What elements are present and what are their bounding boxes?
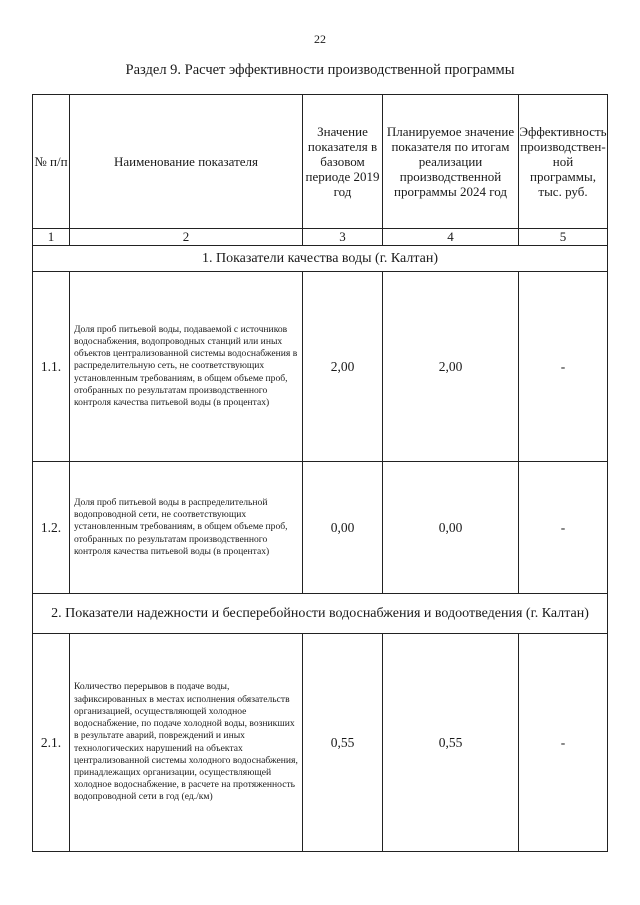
header-number: № п/п [33,95,70,229]
table-row [33,272,608,462]
base-value: 2,00 [303,272,383,462]
base-value: 0,55 [303,634,383,852]
indicator-name: Доля проб питьевой воды, подаваемой с источников водоснабжения, водопроводных станций или иных объектов централизованной системы водоснабжения в распределительную сеть, не соответствующих установленным требованиям, в общем объеме проб, отобранных по результатам производственного контроля качества питьевой воды (в процентах) [70,272,303,462]
section-row [33,246,608,272]
row-number: 2.1. [33,634,70,852]
row-number: 1.1. [33,272,70,462]
row-number: 1.2. [33,462,70,594]
column-number: 1 [33,229,70,246]
efficiency-table [32,94,608,852]
efficiency-value: - [519,462,608,594]
indicator-name: Количество перерывов в подаче воды, зафиксированных в местах исполнения обязательств организацией, осуществляющей холодное водоснабжение, по подаче холодной воды, возникших в результате аварий, повреждений и иных технологических нарушений на объектах централизованной системы холодного водоснабжения, принадлежащих организации, осуществляющей холодное водоснабжение, в расчете на протяженность водопроводной сети в год (ед./км) [70,634,303,852]
table-row [33,634,608,852]
section-title: 2. Показатели надежности и бесперебойности водоснабжения и водоотведения (г. Калтан) [33,594,608,634]
planned-value: 0,00 [383,462,519,594]
column-number: 5 [519,229,608,246]
section-title: 1. Показатели качества воды (г. Калтан) [33,246,608,272]
efficiency-value: - [519,634,608,852]
header-planned-value: Планируемое значение показателя по итогам реализации производственной программы 2024 год [383,95,519,229]
header-base-value: Значение показателя в базовом периоде 2019 год [303,95,383,229]
indicator-name: Доля проб питьевой воды в распределительной водопроводной сети, не соответствующих установленным требованиям, в общем объеме проб, отобранных по результатам производственного контроля качества питьевой воды (в процентах) [70,462,303,594]
base-value: 0,00 [303,462,383,594]
planned-value: 2,00 [383,272,519,462]
table-row [33,462,608,594]
column-number-row [33,229,608,246]
header-efficiency: Эффективность производствен-ной программы, тыс. руб. [519,95,608,229]
column-number: 3 [303,229,383,246]
table-header-row [33,95,608,229]
planned-value: 0,55 [383,634,519,852]
column-number: 4 [383,229,519,246]
page-number: 22 [314,32,326,46]
efficiency-value: - [519,272,608,462]
header-indicator-name: Наименование показателя [70,95,303,229]
section-row [33,594,608,634]
column-number: 2 [70,229,303,246]
page-title: Раздел 9. Расчет эффективности производственной программы [125,62,515,78]
